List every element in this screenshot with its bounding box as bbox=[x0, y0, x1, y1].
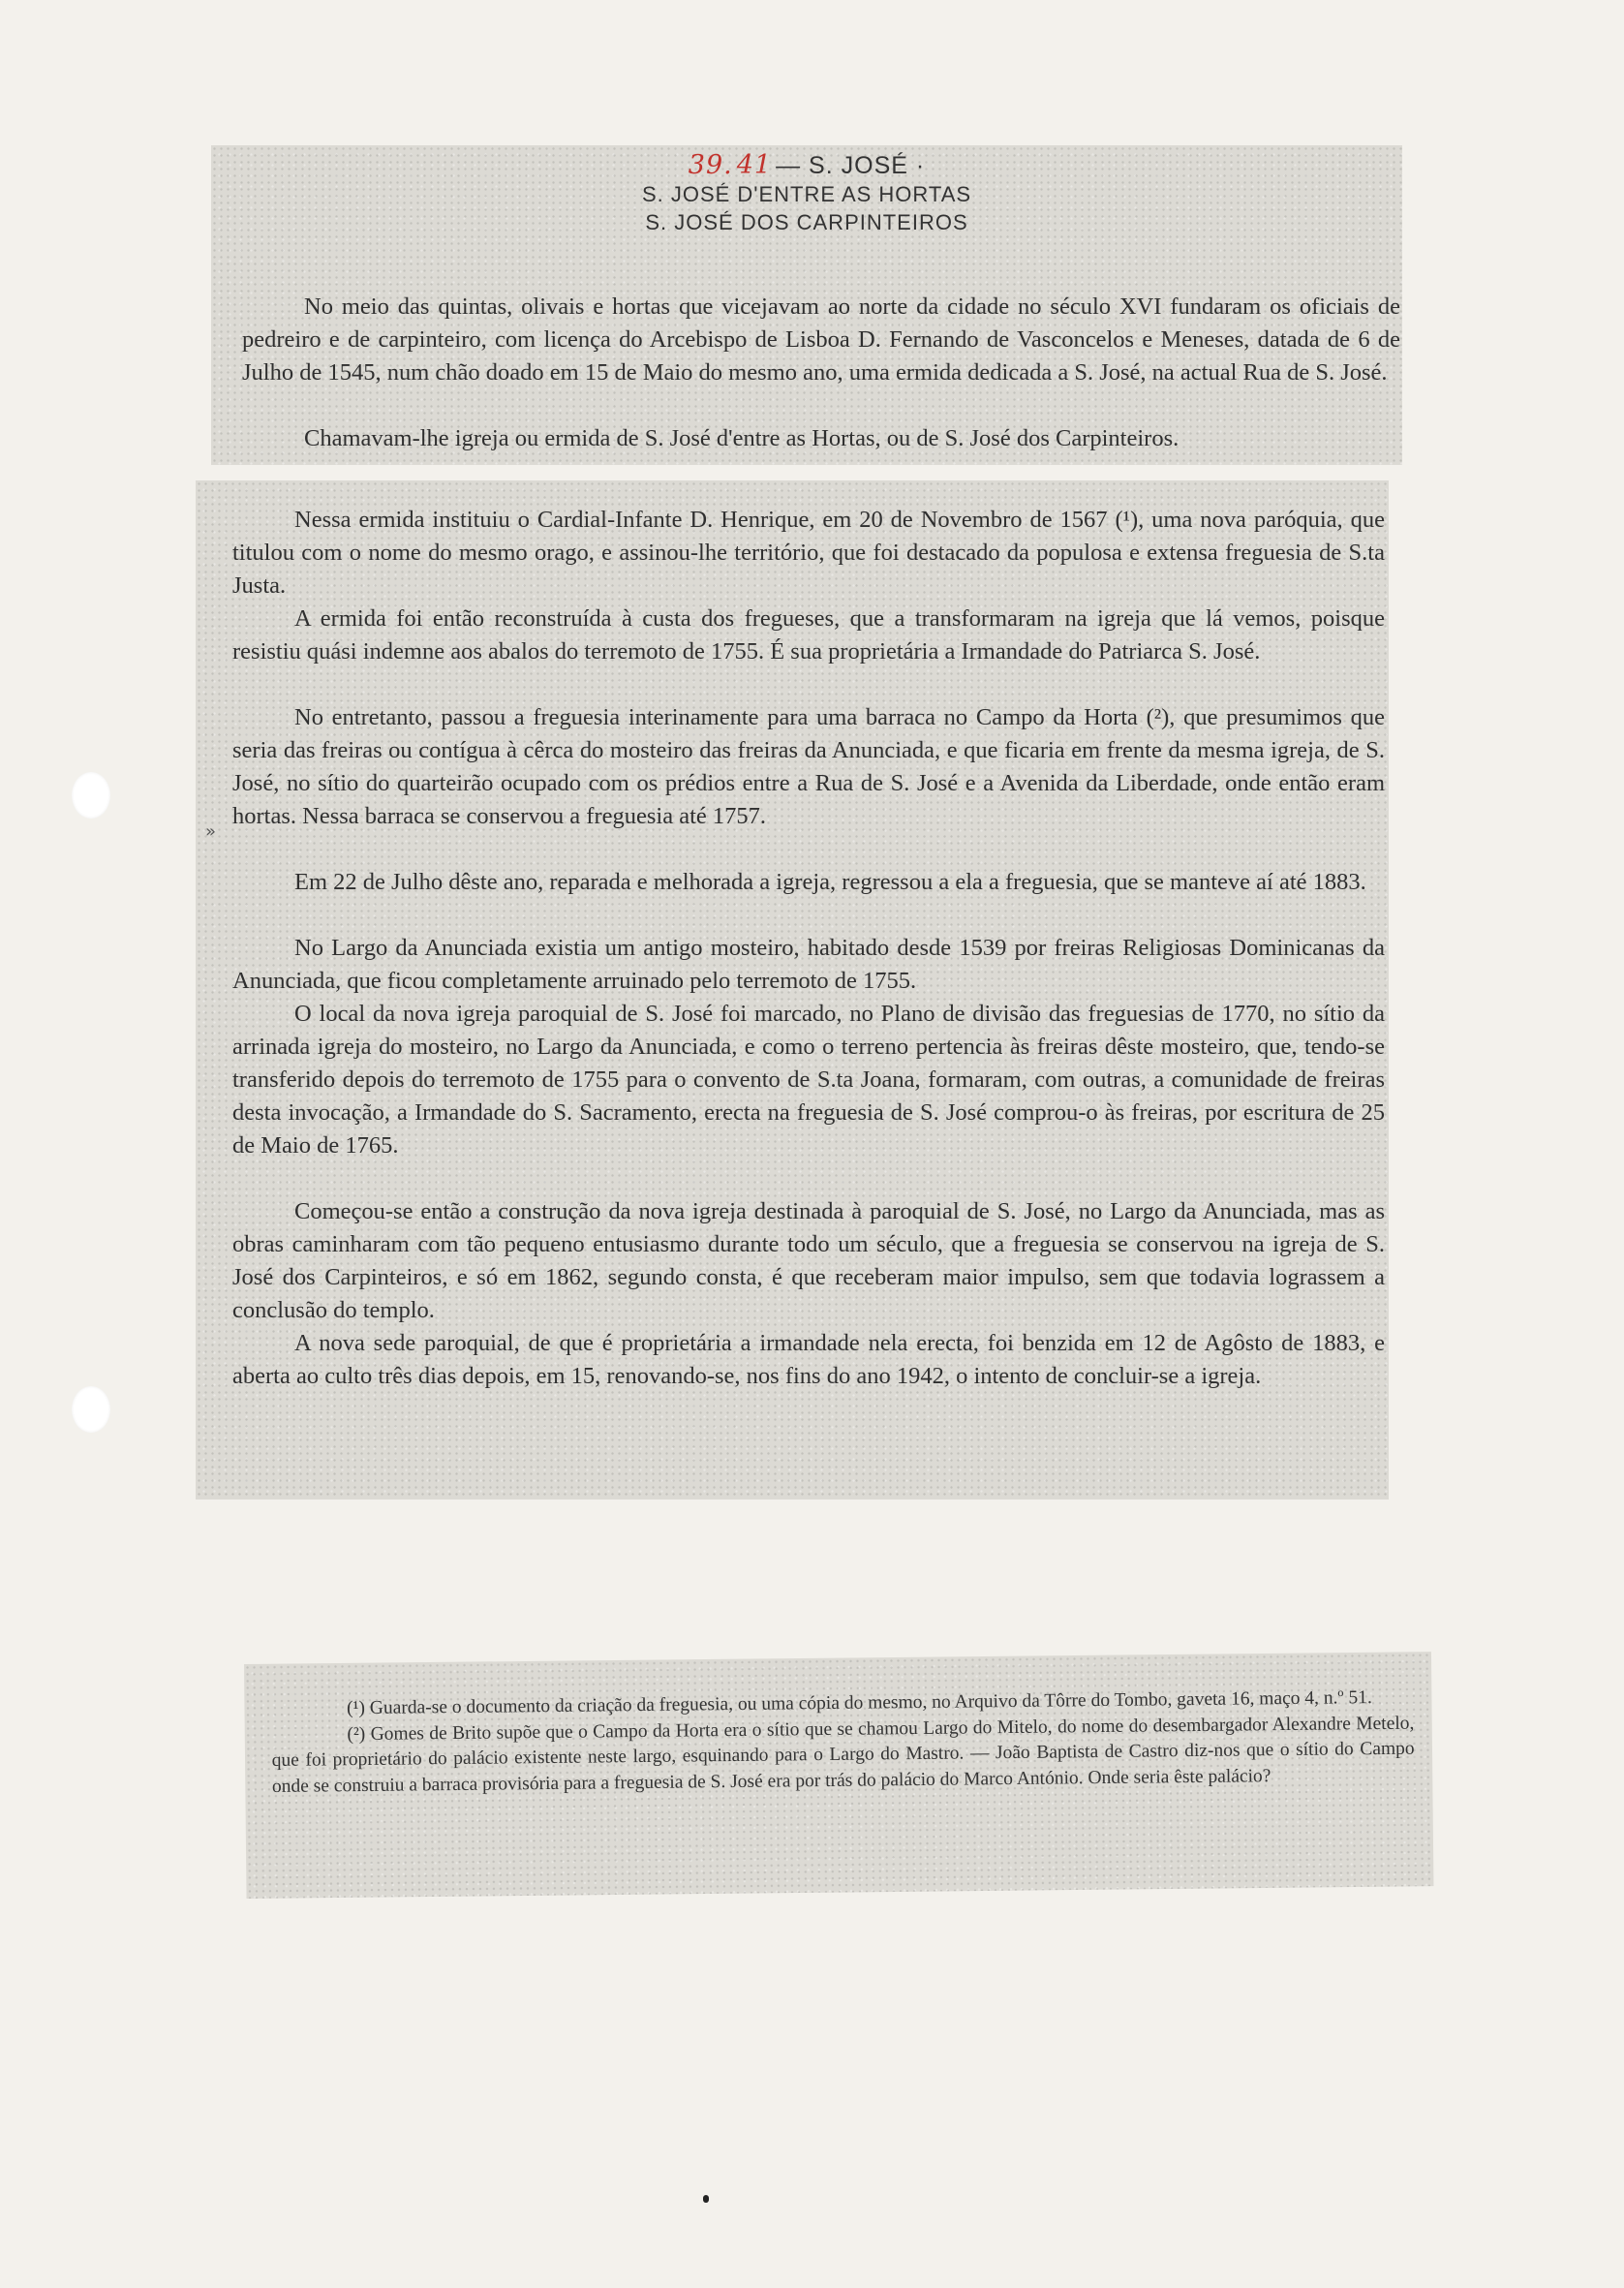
margin-mark: » bbox=[205, 821, 217, 842]
subtitle-entre-hortas: S. JOSÉ D'ENTRE AS HORTAS bbox=[641, 182, 972, 206]
paragraph-1: No meio das quintas, olivais e hortas que vicejavam ao norte da cidade no século XVI fundaram os oficiais de pedreiro e de carpinteiro, com licença do Arcebispo de Lisboa D. Fernando de Vasconcelos e Meneses, datada de 6 de Julho de 1545, num chão doado em 15 de Maio do mesmo ano, uma ermida dedicada a S. José, na actual Rua de S. José. bbox=[242, 294, 1400, 386]
paragraph-2: Chamavam-lhe igreja ou ermida de S. José d'entre as Hortas, ou de S. José dos Carpinteiros. bbox=[304, 425, 1180, 451]
handwritten-number: 39. bbox=[688, 150, 733, 180]
paragraph-6: Em 22 de Julho dêste ano, reparada e melhorada a igreja, regressou a ela a freguesia, que se manteve aí até 1883. bbox=[294, 869, 1366, 895]
paragraph-10: A nova sede paroquial, de que é proprietária a irmandade nela erecta, foi benzida em 12 de Agôsto de 1883, e aberta ao culto três dias depois, em 15, renovando-se, nos fins do ano 1942, o intento de concluir-se a igreja. bbox=[232, 1330, 1385, 1389]
paragraph-3: Nessa ermida instituiu o Cardial-Infante D. Henrique, em 20 de Novembro de 1567 (¹), uma nova paróquia, que titulou com o nome do mesmo orago, e assinou-lhe território, que foi destacado da populosa e extensa freguesia de S.ta Justa. bbox=[232, 507, 1385, 599]
page-title bbox=[211, 151, 1402, 180]
paragraph-4: A ermida foi então reconstruída à custa dos fregueses, que a transformaram na igreja que lá vemos, poisque resistiu quási indemne aos abalos do terremoto de 1755. É sua proprietária a Irmandade do Patriarca S. José. bbox=[232, 605, 1385, 665]
handwritten-mark: 41 bbox=[736, 150, 773, 180]
heading-block bbox=[211, 151, 1402, 236]
punch-hole-bottom bbox=[72, 1386, 110, 1433]
title-text: — S. JOSÉ · bbox=[776, 152, 926, 179]
footnote-2: (²) Gomes de Brito supõe que o Campo da Horta era o sítio que se chamou Largo do Mitelo, do nome do desembargador Alexandre Metelo, que foi proprietário do palácio existente neste largo, esquinando para o Largo do Mastro. — João Baptista de Castro diz-nos que o sítio do Campo onde se construiu a barraca provisória para a freguesia de S. José era por trás do palácio do Marco António. Onde seria êste palácio? bbox=[271, 1713, 1415, 1797]
punch-hole-top bbox=[72, 772, 110, 819]
subtitle-carpinteiros: S. JOSÉ DOS CARPINTEIROS bbox=[645, 210, 968, 234]
footnote-1: (¹) Guarda-se o documento da criação da freguesia, ou uma cópia do mesmo, no Arquivo da Tôrre do Tombo, gaveta 16, maço 4, n.º 51. bbox=[347, 1687, 1372, 1719]
page-dot-mark bbox=[703, 2195, 709, 2203]
paragraph-8: O local da nova igreja paroquial de S. José foi marcado, no Plano de divisão das freguesias de 1770, no sítio da arrinada igreja do mosteiro, no Largo da Anunciada, e como o terreno pertencia às freiras dêste mosteiro, que, tendo-se transferido depois do terremoto de 1755 para o convento de S.ta Joana, formaram, com outras, a comunidade de freiras desta invocação, a Irmandade do S. Sacramento, erecta na freguesia de S. José comprou-o às freiras, por escritura de 25 de Maio de 1765. bbox=[232, 1001, 1385, 1159]
footnotes bbox=[271, 1685, 1415, 1800]
paragraph-7: No Largo da Anunciada existia um antigo mosteiro, habitado desde 1539 por freiras Religiosas Dominicanas da Anunciada, que ficou completamente arruinado pelo terremoto de 1755. bbox=[232, 935, 1385, 994]
paragraph-9: Começou-se então a construção da nova igreja destinada à paroquial de S. José, no Largo da Anunciada, mas as obras caminharam com tão pequeno entusiasmo durante todo um século, que a freguesia se conservou na igreja de S. José dos Carpinteiros, e só em 1862, segundo consta, é que receberam maior impulso, sem que todavia lograssem a conclusão do templo. bbox=[232, 1198, 1385, 1323]
paragraph-5: No entretanto, passou a freguesia interinamente para uma barraca no Campo da Horta (²), que presumimos que seria das freiras ou contígua à cêrca do mosteiro das freiras da Anunciada, e que ficaria em frente da mesma igreja, de S. José, no sítio do quarteirão ocupado com os prédios entre a Rua de S. José e a Avenida da Liberdade, onde então eram hortas. Nessa barraca se conservou a freguesia até 1757. bbox=[232, 704, 1385, 829]
